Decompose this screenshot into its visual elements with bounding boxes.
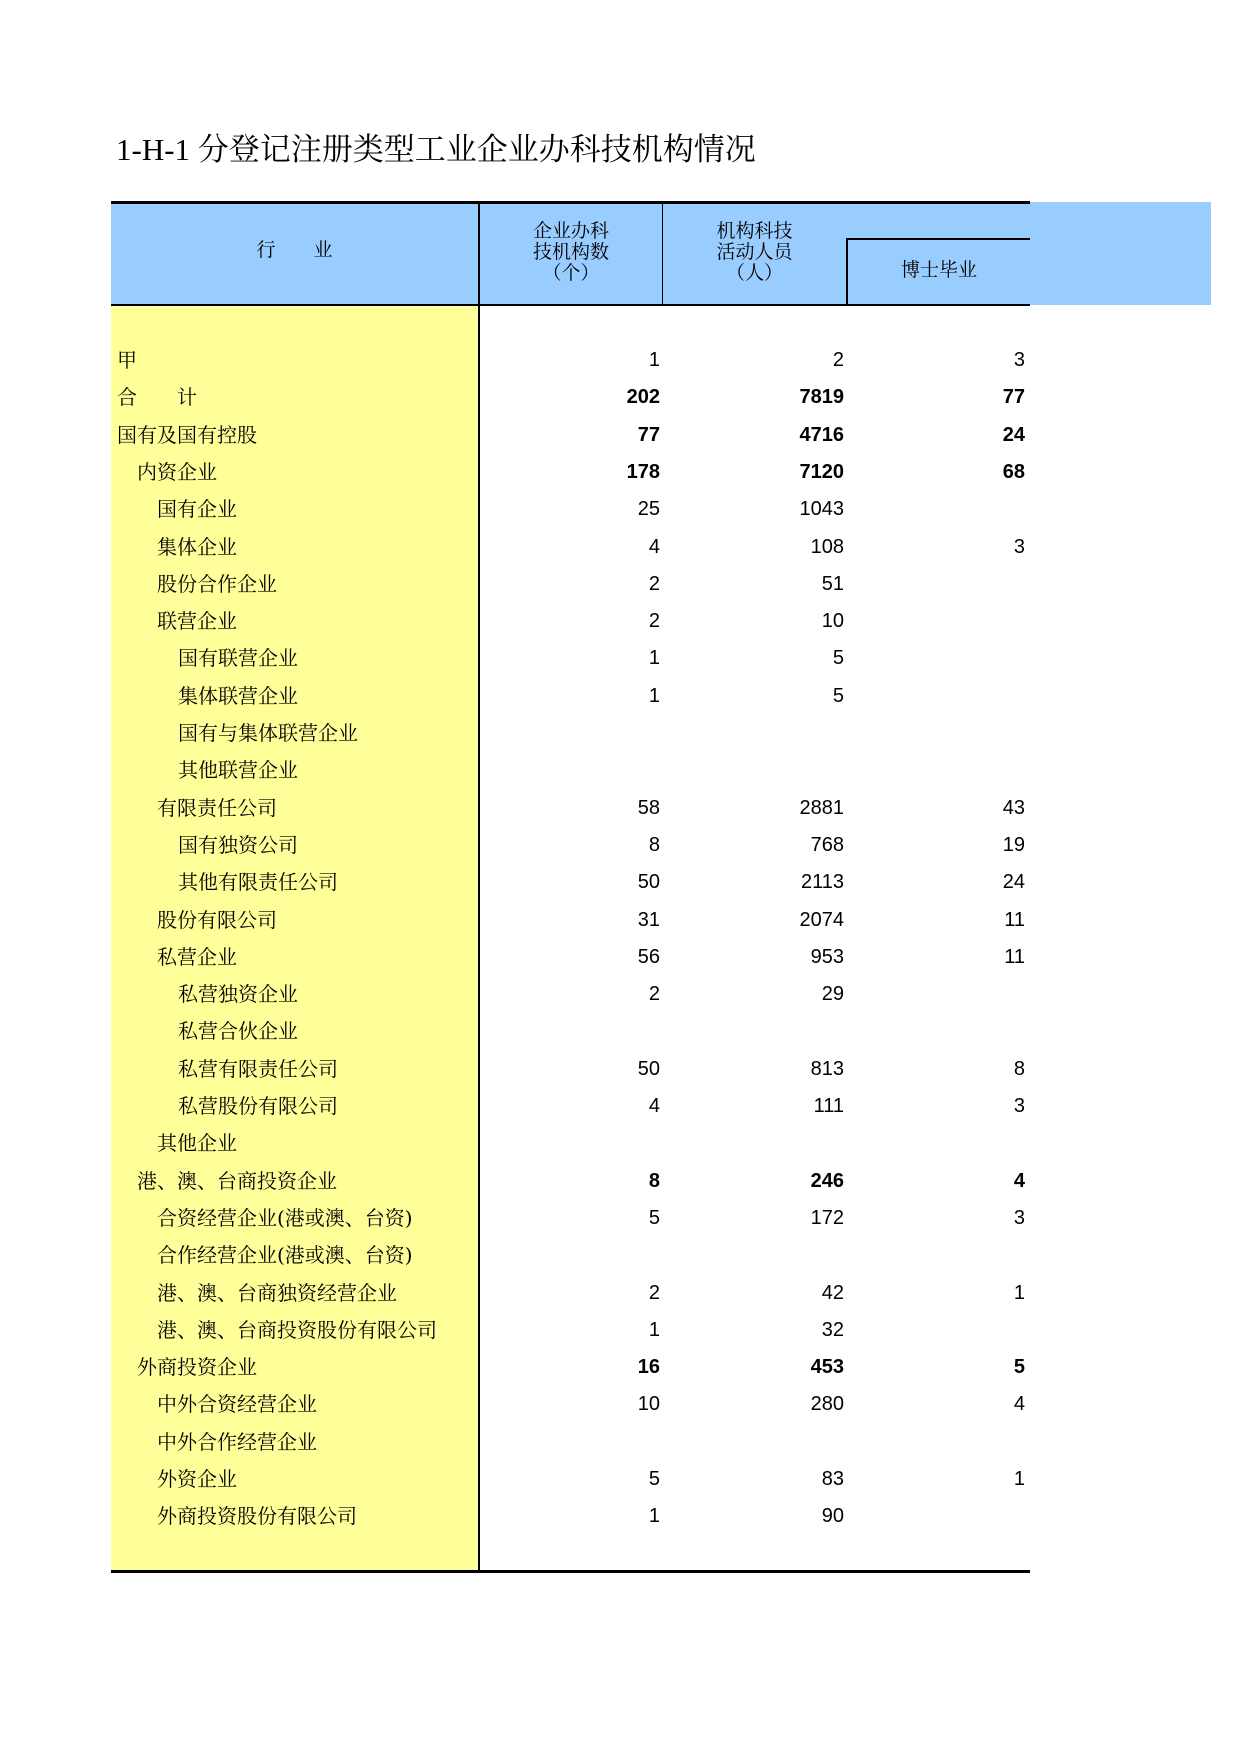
table-row	[111, 342, 1030, 379]
table-row	[111, 1386, 1030, 1423]
doctorate-cell	[848, 976, 1025, 1013]
institution-count-cell: 56	[637, 945, 660, 968]
doctorate-cell: 11	[1004, 945, 1025, 968]
table-row	[111, 864, 1030, 901]
institution-count-cell: 31	[637, 908, 660, 931]
staff-count-cell: 280	[810, 1393, 844, 1416]
staff-count-cell: 42	[821, 1281, 844, 1304]
row-label: 港、澳、台商独资经营企业	[157, 1280, 397, 1305]
doctorate-cell	[848, 566, 1025, 603]
row-label: 股份合作企业	[157, 571, 277, 596]
row-label: 私营企业	[157, 944, 237, 969]
institution-count-cell	[480, 1237, 660, 1274]
doctorate-cell	[848, 1237, 1025, 1274]
doctorate-cell	[848, 1424, 1025, 1461]
row-label: 其他有限责任公司	[178, 870, 338, 895]
table-row	[111, 1013, 1030, 1050]
table-row	[111, 678, 1030, 715]
institution-count-cell	[480, 1125, 660, 1162]
staff-count-cell: 7120	[799, 460, 844, 483]
staff-count-cell	[664, 715, 844, 752]
table-top-rule	[111, 201, 1030, 204]
row-label: 国有及国有控股	[117, 422, 257, 447]
doctorate-cell	[848, 1013, 1025, 1050]
row-label: 合资经营企业(港或澳、台资)	[157, 1205, 413, 1230]
staff-count-cell: 453	[810, 1356, 844, 1379]
doctorate-cell	[848, 1125, 1025, 1162]
institution-count-cell: 1	[648, 647, 660, 670]
doctorate-cell	[848, 715, 1025, 752]
table-row	[111, 1051, 1030, 1088]
institution-count-cell: 5	[648, 1206, 660, 1229]
institution-count-cell: 2	[648, 572, 660, 595]
doctorate-cell: 3	[1013, 1206, 1025, 1229]
staff-count-cell: 5	[832, 647, 844, 670]
doctorate-cell: 4	[1013, 1169, 1025, 1192]
doctorate-cell: 8	[1013, 1057, 1025, 1080]
doctorate-cell: 3	[1013, 349, 1025, 371]
staff-count-cell	[664, 1237, 844, 1274]
doctorate-cell	[848, 491, 1025, 528]
doctorate-cell	[848, 678, 1025, 715]
staff-count-cell	[664, 1013, 844, 1050]
doctorate-cell: 1	[1013, 1281, 1025, 1304]
row-label: 集体联营企业	[178, 683, 298, 708]
table-row	[111, 1349, 1030, 1386]
institution-count-cell: 2	[648, 1281, 660, 1304]
row-label: 国有独资公司	[178, 832, 298, 857]
table-row	[111, 1275, 1030, 1312]
row-label: 港、澳、台商投资企业	[137, 1168, 337, 1193]
staff-count-cell: 7819	[799, 386, 844, 409]
institution-count-cell: 1	[648, 684, 660, 707]
institution-count-cell: 50	[637, 871, 660, 894]
staff-count-cell: 29	[821, 983, 844, 1006]
table-row	[111, 715, 1030, 752]
doctorate-cell: 3	[1013, 1095, 1025, 1117]
staff-count-cell: 2	[832, 349, 844, 371]
row-label: 国有企业	[157, 497, 237, 522]
staff-count-cell: 108	[810, 535, 844, 558]
institution-count-cell: 1	[648, 1318, 660, 1341]
row-label: 私营有限责任公司	[178, 1056, 338, 1081]
header-institution-count: 企业办科 技机构数 （个）	[532, 220, 609, 284]
doctorate-cell	[848, 1498, 1025, 1535]
table-row	[111, 1088, 1030, 1125]
doctorate-cell: 11	[1004, 908, 1025, 931]
table-row	[111, 417, 1030, 454]
doctorate-cell: 1	[1013, 1468, 1025, 1490]
staff-count-cell: 2881	[799, 796, 844, 819]
table-row	[111, 1125, 1030, 1162]
table-row	[111, 1461, 1030, 1498]
row-label: 中外合资经营企业	[157, 1392, 317, 1417]
row-label: 股份有限公司	[157, 907, 277, 932]
table-row	[111, 827, 1030, 864]
table-row	[111, 529, 1030, 566]
row-label: 外商投资企业	[137, 1355, 257, 1380]
doctorate-cell: 68	[1002, 460, 1025, 483]
institution-count-cell: 4	[648, 1095, 660, 1117]
institution-count-cell: 10	[637, 1393, 660, 1416]
subheader-rule	[848, 238, 1030, 240]
institution-count-cell: 1	[648, 349, 660, 371]
doctorate-cell: 19	[1002, 833, 1025, 856]
institution-count-cell: 2	[648, 610, 660, 633]
institution-count-cell: 202	[626, 386, 660, 409]
row-label: 其他联营企业	[178, 758, 298, 783]
table-row	[111, 1312, 1030, 1349]
table-row	[111, 939, 1030, 976]
table-row	[111, 1200, 1030, 1237]
header-doctorate: 博士毕业	[900, 259, 977, 281]
staff-count-cell: 90	[821, 1505, 844, 1528]
staff-count-cell: 5	[832, 684, 844, 707]
institution-count-cell	[480, 1424, 660, 1461]
staff-count-cell: 51	[821, 572, 844, 595]
institution-count-cell: 16	[637, 1356, 660, 1379]
row-label: 私营股份有限公司	[178, 1094, 338, 1118]
doctorate-cell: 24	[1002, 423, 1025, 446]
staff-count-cell: 4716	[799, 423, 844, 446]
doctorate-cell: 24	[1002, 871, 1025, 894]
table-bottom-rule	[111, 1570, 1030, 1573]
staff-count-cell: 2113	[800, 871, 844, 894]
doctorate-cell: 4	[1013, 1393, 1025, 1416]
row-label: 私营独资企业	[178, 982, 298, 1007]
row-label: 国有与集体联营企业	[178, 721, 358, 745]
table-row	[111, 790, 1030, 827]
staff-count-cell	[664, 1125, 844, 1162]
row-label: 中外合作经营企业	[157, 1429, 317, 1454]
row-label: 国有联营企业	[178, 646, 298, 671]
table-row	[111, 1498, 1030, 1535]
institution-count-cell	[480, 715, 660, 752]
table-row	[111, 752, 1030, 789]
header-staff-count: 机构科技 活动人员 （人）	[716, 220, 793, 284]
doctorate-cell: 5	[1013, 1356, 1025, 1379]
doctorate-cell	[848, 752, 1025, 789]
table-row	[111, 1237, 1030, 1274]
staff-count-cell: 83	[821, 1468, 844, 1490]
row-label: 合作经营企业(港或澳、台资)	[157, 1243, 413, 1268]
institution-count-cell: 2	[648, 983, 660, 1006]
header-bottom-rule	[111, 304, 1030, 306]
table-row	[111, 1424, 1030, 1461]
institution-count-cell: 5	[648, 1468, 660, 1490]
row-label: 联营企业	[157, 609, 237, 634]
staff-count-cell: 172	[810, 1206, 844, 1229]
table-row	[111, 976, 1030, 1013]
staff-count-cell: 111	[813, 1095, 844, 1117]
institution-count-cell: 50	[637, 1057, 660, 1080]
row-label: 内资企业	[137, 459, 217, 484]
institution-count-cell	[480, 1013, 660, 1050]
staff-count-cell: 246	[810, 1169, 844, 1192]
doctorate-cell	[848, 1312, 1025, 1349]
header-industry: 行 业	[256, 239, 333, 261]
table-row	[111, 603, 1030, 640]
table-row	[111, 640, 1030, 677]
institution-count-cell: 178	[626, 460, 660, 483]
row-label: 合 计	[117, 385, 197, 410]
doctorate-cell: 3	[1013, 535, 1025, 558]
institution-count-cell: 8	[648, 833, 660, 856]
table-row	[111, 454, 1030, 491]
staff-count-cell: 32	[821, 1318, 844, 1341]
row-label: 私营合伙企业	[178, 1019, 298, 1044]
row-label: 外资企业	[157, 1467, 237, 1491]
table-row	[111, 566, 1030, 603]
institution-count-cell: 4	[648, 535, 660, 558]
staff-count-cell	[664, 1424, 844, 1461]
institution-count-cell: 58	[637, 796, 660, 819]
staff-count-cell: 10	[821, 610, 844, 633]
staff-count-cell	[664, 752, 844, 789]
institution-count-cell: 25	[637, 498, 660, 521]
row-label: 外商投资股份有限公司	[157, 1504, 357, 1529]
institution-count-cell: 8	[648, 1169, 660, 1192]
staff-count-cell: 953	[810, 945, 844, 968]
row-label: 其他企业	[157, 1131, 237, 1156]
row-label: 甲	[117, 348, 137, 372]
doctorate-cell	[848, 603, 1025, 640]
row-label: 有限责任公司	[157, 795, 277, 820]
institution-count-cell: 1	[648, 1505, 660, 1528]
staff-count-cell: 1043	[799, 498, 844, 521]
page-title: 1-H-1 分登记注册类型工业企业办科技机构情况	[116, 132, 756, 167]
row-label: 集体企业	[157, 534, 237, 559]
row-label: 港、澳、台商投资股份有限公司	[157, 1317, 437, 1342]
table-row	[111, 491, 1030, 528]
staff-count-cell: 768	[810, 833, 844, 856]
doctorate-cell: 43	[1002, 796, 1025, 819]
table-row	[111, 379, 1030, 416]
table-row	[111, 902, 1030, 939]
staff-count-cell: 813	[810, 1057, 844, 1080]
institution-count-cell: 77	[637, 423, 660, 446]
institution-count-cell	[480, 752, 660, 789]
staff-count-cell: 2074	[799, 908, 844, 931]
table-row	[111, 1163, 1030, 1200]
doctorate-cell: 77	[1002, 386, 1025, 409]
doctorate-cell	[848, 640, 1025, 677]
